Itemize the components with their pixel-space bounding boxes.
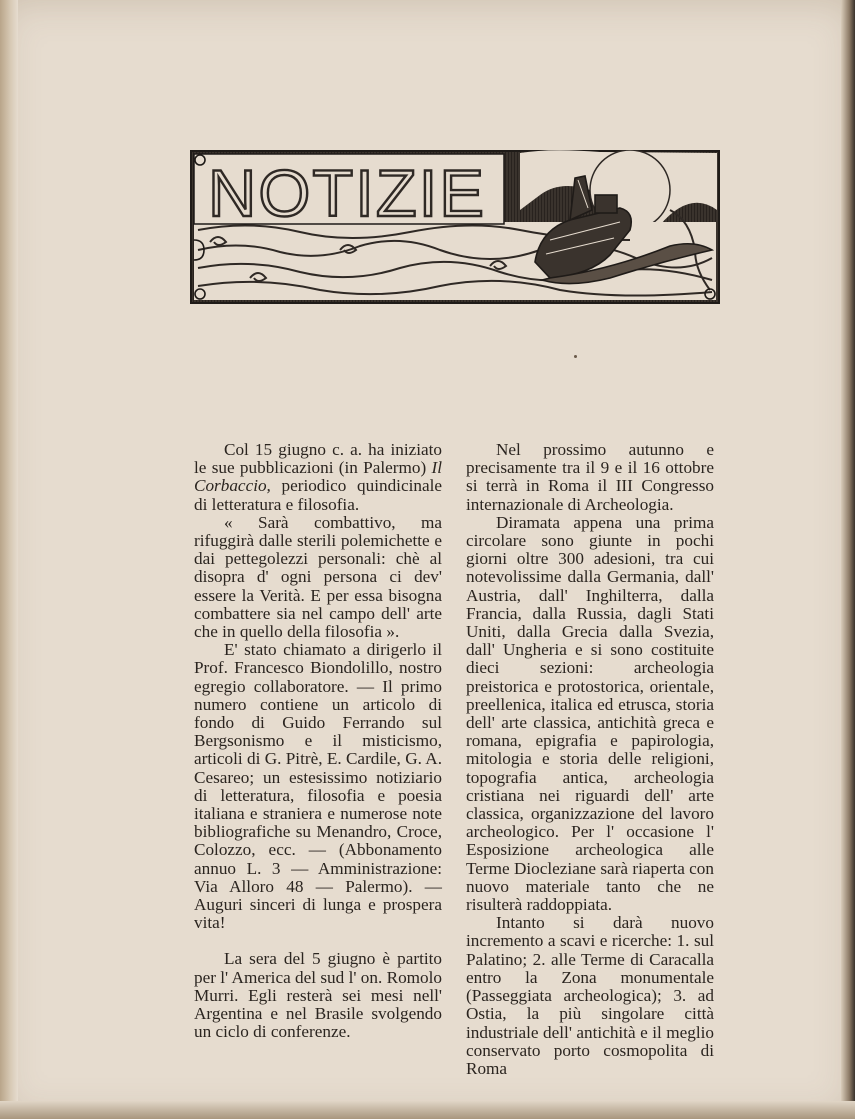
paragraph-murri xyxy=(194,950,442,1041)
header-banner xyxy=(190,150,720,304)
text-span: Diramata appena una prima circolare sono giunte in pochi giorni oltre 300 adesioni, tra cui notevolissime dalla Germania, dall' Austria, dall' Inghilterra, dalla Francia, dalla Russia, dagli Stati Uniti, dalla Grecia dalla Svezia, dall' Ungheria e si sono costituite dieci sezioni: archeologia preistorica e protostorica, orientale, preellenica, italica ed etrusca, storia dell' arte classica, antichità greca e romana, epigrafia e papirologia, mitologia e storia delle religioni, topografia antica, archeologia cristiana nei riguardi dell' arte classica, organizzazione del lavoro archeologico. Per l' occasione l' Esposizione archeologica alle Terme Diocleziane sarà riaperta con nuovo materiale tanto che ne risulterà raddoppiata. xyxy=(466,512,714,915)
text-span: Col 15 giugno c. a. ha iniziato le sue pubblicazioni (in Palermo) xyxy=(194,440,442,478)
text-span: periodico quindicinale di letteratura e filosofia. xyxy=(194,476,442,514)
text-span: La sera del 5 giugno è partito per l' America del sud l' on. Romolo Murri. Egli resterà sei mesi nell' Argentina e nel Brasile svolgendo un ciclo di conferenze. xyxy=(194,949,442,1042)
paragraph-quote xyxy=(194,514,442,641)
page-edge-bottom xyxy=(0,1101,855,1119)
paragraph-congress xyxy=(466,441,714,514)
text-span: E' stato chiamato a dirigerlo il Prof. Francesco Biondolillo, nostro egregio collaboratore. — Il primo numero contiene un articolo di fondo di Guido Ferrando sul Bergsonismo e il misticismo, articoli di G. Pitrè, E. Cardile, G. A. Cesareo; un estesissimo notiziario di letteratura, filosofia e poesia italiana e straniera e numerose note bibliografiche su Menandro, Croce, Colozzo, ecc. — (Abbonamento annuo L. 3 — Amministrazione: Via Alloro 48 — Palermo). — Auguri sinceri di lunga e prospera vita! xyxy=(194,640,442,933)
page-edge-right xyxy=(841,0,855,1119)
text-span: Nel prossimo autunno e precisamente tra il 9 e il 16 ottobre si terrà in Roma il III Congresso internazionale di Archeologia. xyxy=(466,440,714,514)
journal-title: Il Corbaccio, xyxy=(194,458,442,496)
right-column xyxy=(466,441,714,1078)
ship-on-waves-illustration xyxy=(190,150,720,304)
paragraph-excavations xyxy=(466,914,714,1078)
paragraph-director xyxy=(194,641,442,932)
ink-speck xyxy=(574,355,577,358)
header-title: NOTIZIE xyxy=(208,156,486,230)
paragraph-gap xyxy=(194,932,442,950)
text-span: « Sarà combattivo, ma rifuggirà dalle sterili polemichette e dai pettegolezzi personali: chè al disopra d' ogni persona ci dev' essere la Verità. E per essa bisogna combattere sia nel campo dell' arte che in quello della filosofia ». xyxy=(194,512,442,642)
paragraph-adhesions xyxy=(466,514,714,914)
text-span: Intanto si darà nuovo incremento a scavi e ricerche: 1. sul Palatino; 2. alle Terme di Caracalla entro la Zona monumentale (Passeggiata archeologica); 3. ad Ostia, la più singolare città industriale dell' antichità e il meglio conservato porto cosmopolita di Roma xyxy=(466,913,714,1078)
left-column xyxy=(194,441,442,1042)
page-edge-left xyxy=(0,0,18,1119)
paragraph-corbaccio xyxy=(194,441,442,514)
